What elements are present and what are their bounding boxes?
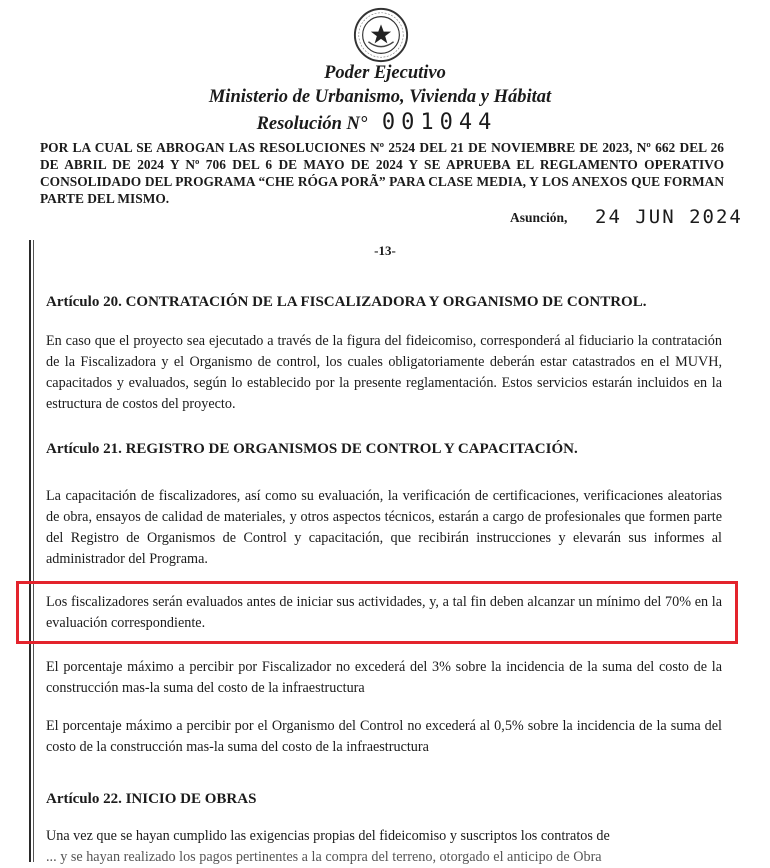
page-number: -13-	[374, 243, 396, 258]
article-21-paragraph-3: El porcentaje máximo a percibir por Fiscalizador no excederá del 3% sobre la incidencia de la suma del costo de la construcción mas-la suma del costo de la infraestructura	[46, 659, 722, 696]
branch-title: Poder Ejecutivo	[324, 63, 446, 83]
article-21-paragraph-4: El porcentaje máximo a percibir por el Organismo del Control no excederá al 0,5% sobre la incidencia de la suma del costo de la construcción mas-la suma del costo de la infraestructura	[46, 718, 722, 755]
margin-rule-inner	[33, 240, 34, 862]
resolution-number: 001044	[381, 110, 498, 135]
resolution-line	[0, 110, 762, 135]
article-21-heading: Artículo 21. REGISTRO DE ORGANISMOS DE CONTROL Y CAPACITACIÓN.	[46, 441, 578, 457]
article-22-paragraph-cut: ... y se hayan realizado los pagos pertinentes a la compra del terreno, otorgado el anticipo de Obra	[46, 849, 602, 865]
margin-rule	[29, 240, 31, 862]
article-21-paragraph-1: La capacitación de fiscalizadores, así como su evaluación, la verificación de certificaciones, verificaciones aleatorias de obra, ensayos de calidad de materiales, y otros aspectos técnicos, estarán a cargo de profesionales que formen parte del Registro de Organismos de Control y capacitación, que recibirán instrucciones y elevarán sus informes al administrador del Programa.	[46, 488, 722, 567]
ministry-title: Ministerio de Urbanismo, Vivienda y Hábitat	[208, 87, 552, 107]
resolution-title: POR LA CUAL SE ABROGAN LAS RESOLUCIONES Nº 2524 DEL 21 DE NOVIEMBRE DE 2023, Nº 662 DEL 26 DE ABRIL DE 2024 Y Nº 706 DEL 6 DE MAYO DE 2024 Y SE APRUEBA EL REGLAMENTO OPERATIVO CONSOLIDADO DEL PROGRAMA “CHE RÓGA PORÃ” PARA CLASE MEDIA, Y LOS ANEXOS QUE FORMAN PARTE DEL MISMO.	[40, 140, 724, 206]
national-seal-icon	[352, 6, 410, 64]
article-21-paragraph-2: Los fiscalizadores serán evaluados antes de iniciar sus actividades, y, a tal fin deben alcanzar un mínimo del 70% en la evaluación correspondiente.	[46, 594, 722, 631]
article-22-heading: Artículo 22. INICIO DE OBRAS	[46, 791, 257, 807]
article-20-paragraph: En caso que el proyecto sea ejecutado a través de la figura del fideicomiso, corresponderá al fiduciario la contratación de la Fiscalizadora y el Organismo de control, los cuales obligatoriamente deberán estar catastrados en el MUVH, capacitados y evaluados, según lo establecido por la presente reglamentación. Estos servicios estarán incluidos en la estructura de costos del proyecto.	[46, 333, 722, 412]
place-label: Asunción,	[510, 210, 568, 225]
article-20-heading: Artículo 20. CONTRATACIÓN DE LA FISCALIZADORA Y ORGANISMO DE CONTROL.	[46, 294, 647, 310]
resolution-label: Resolución N°	[256, 114, 368, 134]
article-22-paragraph: Una vez que se hayan cumplido las exigencias propias del fideicomiso y suscriptos los contratos de	[46, 828, 610, 844]
resolution-date: 24 JUN 2024	[595, 206, 743, 228]
